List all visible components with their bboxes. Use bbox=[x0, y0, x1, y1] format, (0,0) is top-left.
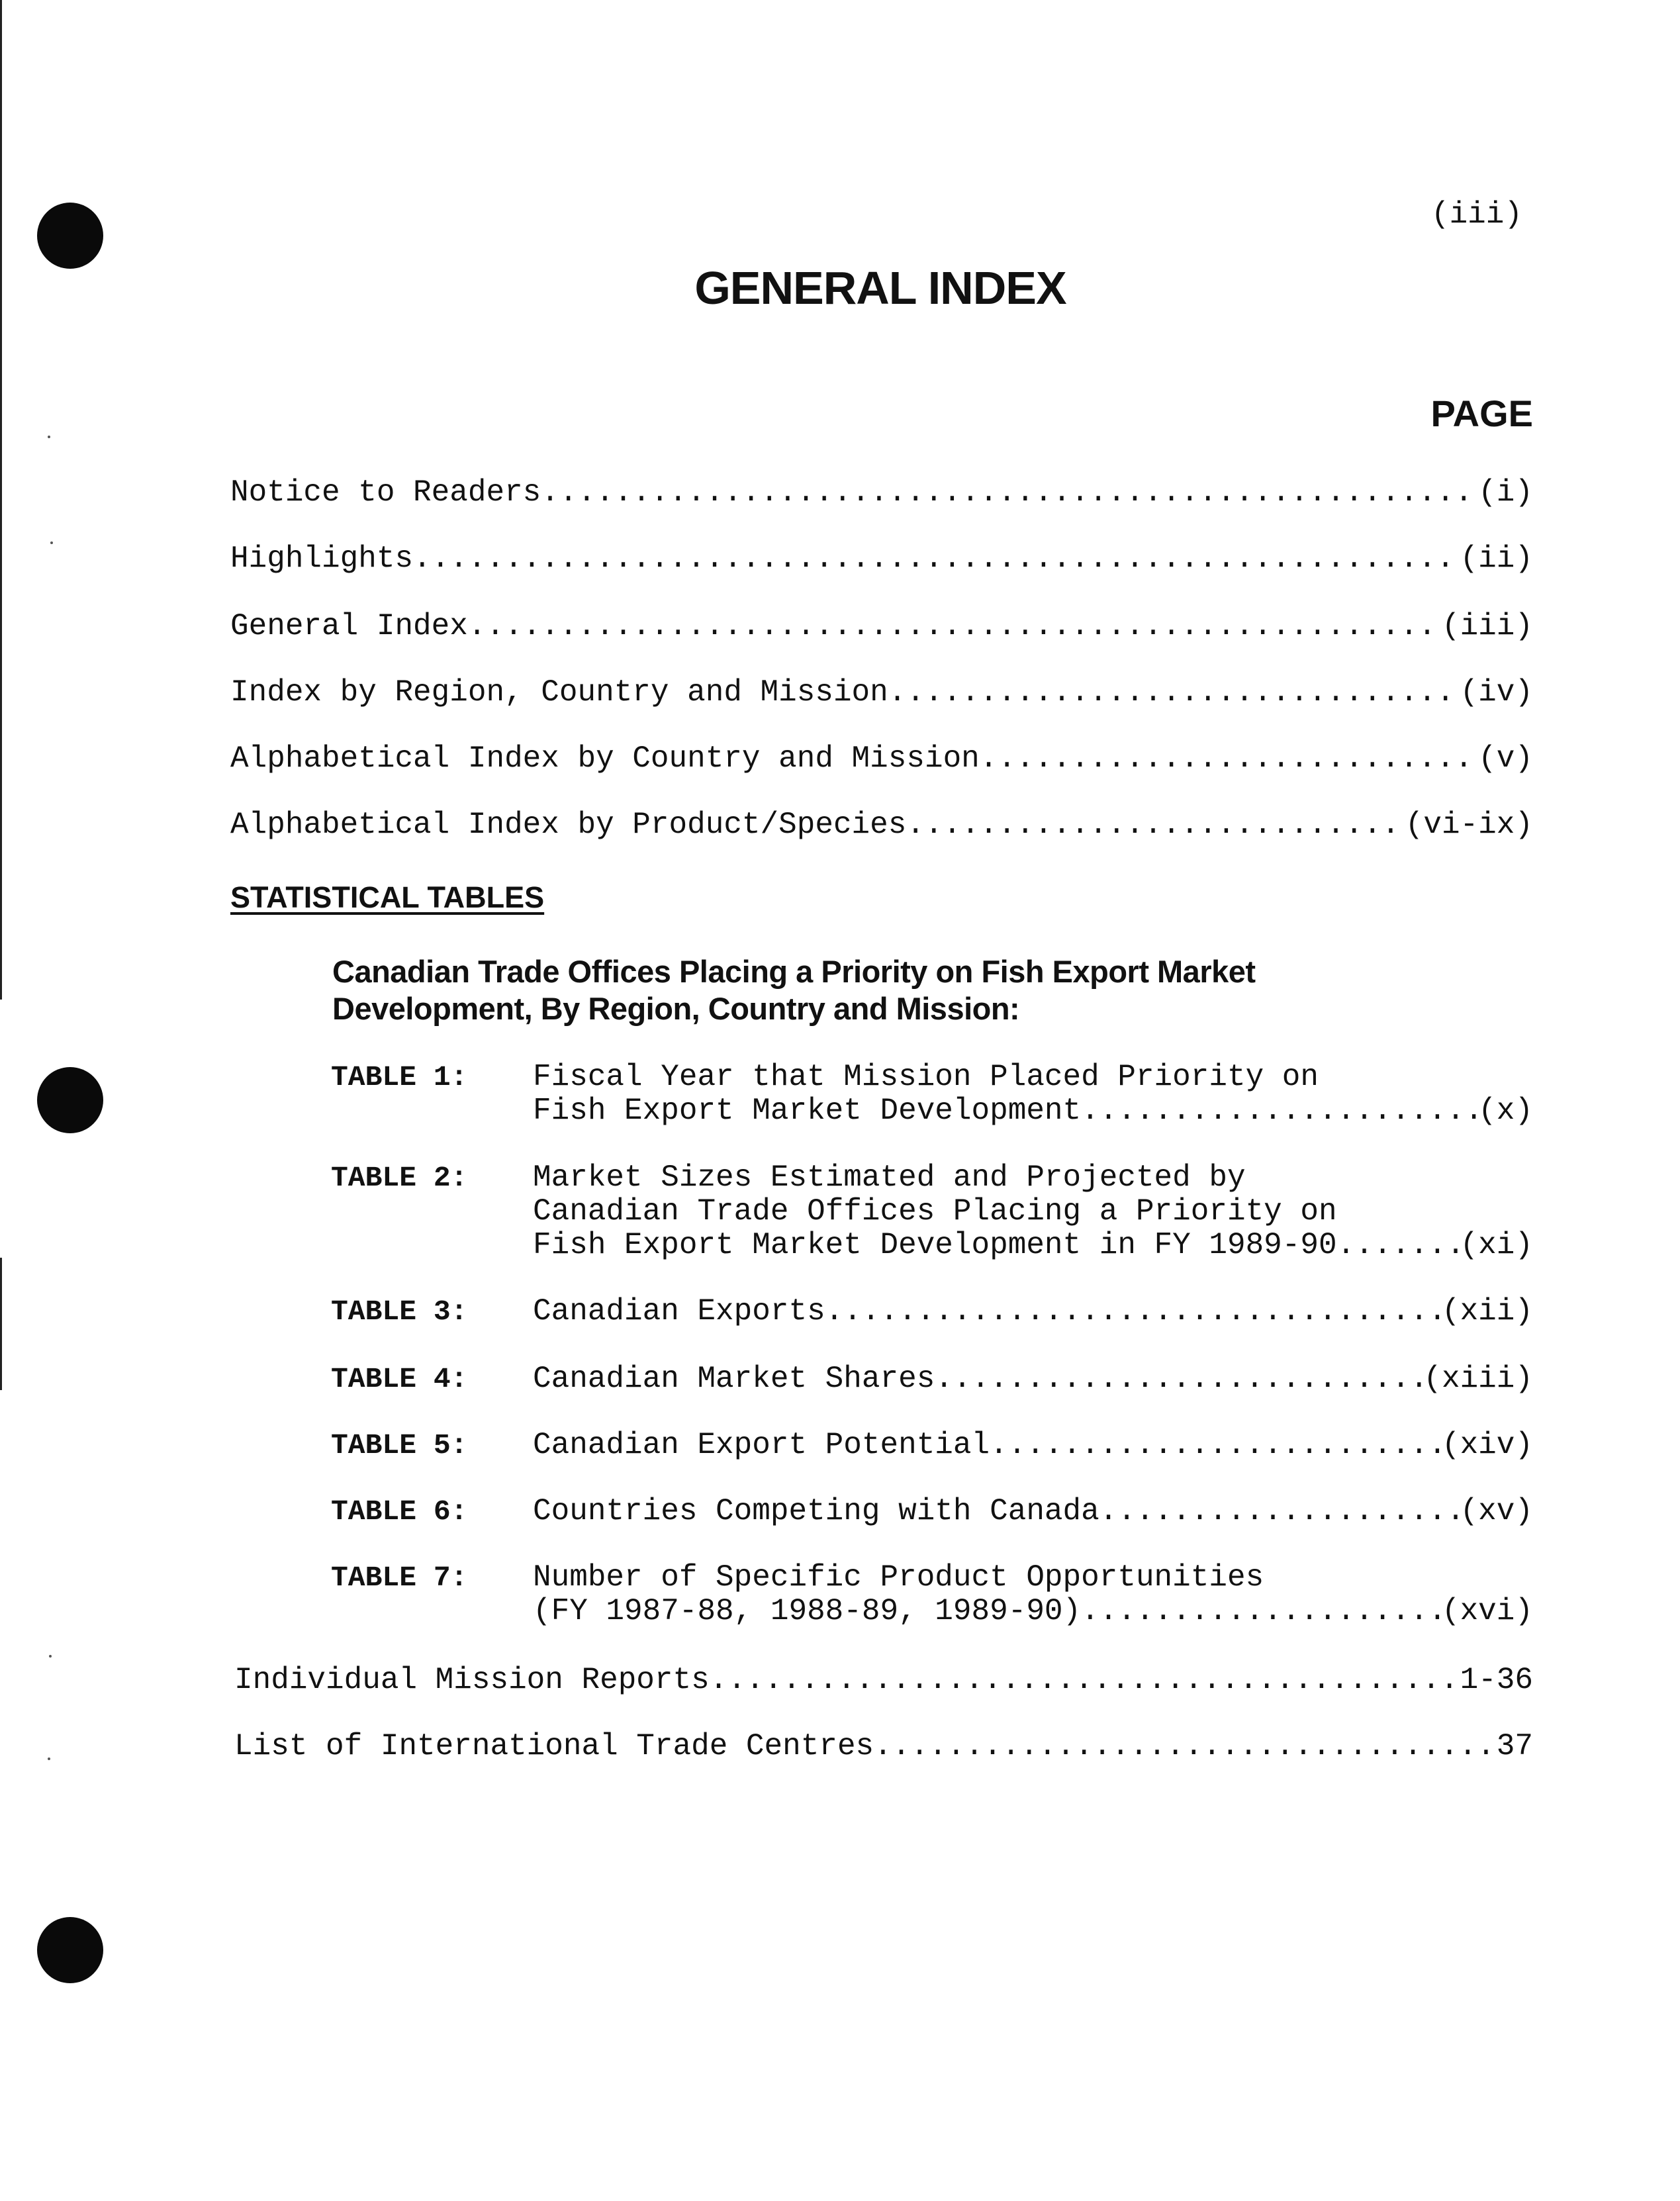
dot-leader bbox=[980, 741, 1478, 776]
table-key: TABLE 1: bbox=[331, 1061, 468, 1094]
toc-entry-page: (iv) bbox=[1460, 675, 1533, 710]
table-description bbox=[533, 1561, 1533, 1628]
scan-speck bbox=[48, 436, 50, 438]
table-description-last-line bbox=[533, 1362, 1533, 1396]
dot-leader bbox=[874, 1729, 1497, 1763]
table-description-line: Fiscal Year that Mission Placed Priority on bbox=[533, 1060, 1319, 1094]
table-key: TABLE 3: bbox=[331, 1295, 468, 1328]
binder-hole-bottom bbox=[37, 1917, 103, 1983]
table-page: (xii) bbox=[1441, 1295, 1533, 1329]
toc-entry-label: Index by Region, Country and Mission bbox=[230, 675, 888, 710]
table-description-line: Fish Export Market Development bbox=[533, 1094, 1082, 1128]
table-description-last-line bbox=[533, 1595, 1533, 1628]
table-key: TABLE 4: bbox=[331, 1363, 468, 1395]
dot-leader bbox=[541, 475, 1478, 510]
toc-entry-page: (i) bbox=[1478, 475, 1533, 510]
table-key: TABLE 7: bbox=[331, 1562, 468, 1594]
table-page: (xvi) bbox=[1441, 1595, 1533, 1628]
page-column-header: PAGE bbox=[1430, 393, 1533, 434]
toc-entry-label: Notice to Readers bbox=[230, 475, 541, 510]
toc-entry bbox=[230, 741, 1533, 781]
toc-entry bbox=[230, 808, 1533, 847]
dot-leader bbox=[825, 1295, 1442, 1329]
scan-speck bbox=[49, 1655, 52, 1658]
toc-entry-page: 37 bbox=[1496, 1729, 1533, 1763]
subheading-line-2: Development, By Region, Country and Mission: bbox=[332, 991, 1020, 1026]
table-description-line: Canadian Exports bbox=[533, 1295, 825, 1329]
toc-entry-page: (v) bbox=[1478, 741, 1533, 776]
table-page: (xi) bbox=[1460, 1229, 1533, 1262]
table-description-last-line bbox=[533, 1094, 1533, 1128]
dot-leader bbox=[935, 1362, 1423, 1396]
toc-entry bbox=[234, 1729, 1533, 1769]
table-description bbox=[533, 1428, 1533, 1462]
dot-leader bbox=[1337, 1229, 1460, 1262]
dot-leader bbox=[1081, 1094, 1478, 1128]
table-description bbox=[533, 1295, 1533, 1329]
toc-entry-page: 1-36 bbox=[1460, 1663, 1533, 1697]
toc-entry bbox=[230, 675, 1533, 715]
page-title: GENERAL INDEX bbox=[694, 262, 1066, 314]
toc-entry-label: Highlights bbox=[230, 541, 414, 576]
scan-speck bbox=[50, 541, 53, 544]
table-description-line: Market Sizes Estimated and Projected by bbox=[533, 1161, 1246, 1195]
toc-entry-label: Alphabetical Index by Country and Mission bbox=[230, 741, 980, 776]
table-description-last-line bbox=[533, 1229, 1533, 1262]
table-description-last-line bbox=[533, 1428, 1533, 1462]
dot-leader bbox=[990, 1428, 1442, 1462]
scan-edge-top bbox=[0, 0, 2, 1000]
toc-entry-label: Individual Mission Reports bbox=[234, 1663, 710, 1697]
statistical-tables-subheading bbox=[332, 953, 1524, 1027]
table-description bbox=[533, 1495, 1533, 1528]
toc-entry bbox=[230, 609, 1533, 649]
table-description-line: Canadian Trade Offices Placing a Priority on bbox=[533, 1195, 1337, 1229]
table-key: TABLE 6: bbox=[331, 1495, 468, 1528]
table-key: TABLE 5: bbox=[331, 1429, 468, 1462]
subheading-line-1: Canadian Trade Offices Placing a Priority on Fish Export Market bbox=[332, 954, 1256, 989]
statistical-tables-heading: STATISTICAL TABLES bbox=[230, 880, 545, 914]
scan-edge-middle bbox=[0, 1258, 2, 1390]
table-description-line: Canadian Export Potential bbox=[533, 1428, 990, 1462]
scan-speck bbox=[48, 1757, 50, 1760]
binder-hole-top bbox=[37, 203, 103, 269]
table-page: (xiv) bbox=[1441, 1428, 1533, 1462]
table-page: (xiii) bbox=[1423, 1362, 1533, 1396]
dot-leader bbox=[888, 675, 1460, 710]
table-key: TABLE 2: bbox=[331, 1162, 468, 1194]
table-description-line: Number of Specific Product Opportunities bbox=[533, 1561, 1264, 1595]
toc-entry bbox=[234, 1663, 1533, 1703]
dot-leader bbox=[1081, 1595, 1442, 1628]
dot-leader bbox=[1099, 1495, 1460, 1528]
table-description-line: Countries Competing with Canada bbox=[533, 1495, 1099, 1528]
toc-entry-page: (vi-ix) bbox=[1405, 808, 1533, 842]
dot-leader bbox=[710, 1663, 1460, 1697]
toc-entry-label: General Index bbox=[230, 609, 468, 643]
table-description bbox=[533, 1362, 1533, 1396]
table-description-line: Canadian Market Shares bbox=[533, 1362, 935, 1396]
table-description-last-line bbox=[533, 1295, 1533, 1329]
toc-entry-label: Alphabetical Index by Product/Species bbox=[230, 808, 907, 842]
table-description-line: Fish Export Market Development in FY 1989-90 bbox=[533, 1229, 1337, 1262]
dot-leader bbox=[906, 808, 1405, 842]
table-description bbox=[533, 1161, 1533, 1262]
table-description-line: (FY 1987-88, 1988-89, 1989-90) bbox=[533, 1595, 1082, 1628]
toc-entry bbox=[230, 541, 1533, 581]
table-page: (x) bbox=[1478, 1094, 1533, 1128]
table-page: (xv) bbox=[1460, 1495, 1533, 1528]
toc-entry-page: (iii) bbox=[1441, 609, 1533, 643]
binder-hole-middle bbox=[37, 1067, 103, 1133]
toc-entry-label: List of International Trade Centres bbox=[234, 1729, 874, 1763]
dot-leader bbox=[413, 541, 1460, 576]
table-description bbox=[533, 1060, 1533, 1128]
toc-entry bbox=[230, 475, 1533, 515]
table-description-last-line bbox=[533, 1495, 1533, 1528]
toc-entry-page: (ii) bbox=[1460, 541, 1533, 576]
page-number: (iii) bbox=[1430, 197, 1522, 232]
dot-leader bbox=[468, 609, 1442, 643]
